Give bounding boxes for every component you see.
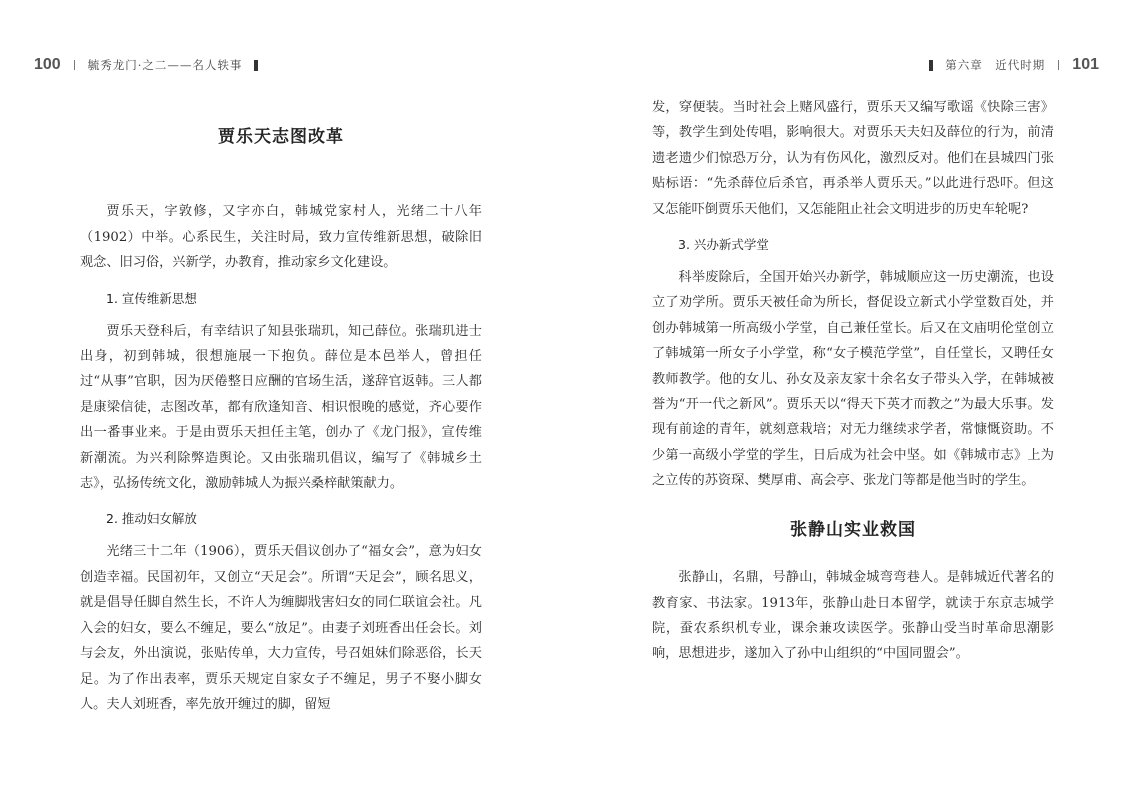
right-page-number: 101 [1072,56,1099,73]
left-running-header [34,53,270,77]
header-separator [1058,60,1059,70]
right-running-header [917,53,1099,77]
body-paragraph: 张静山，名鼎，号静山，韩城金城弯弯巷人。是韩城近代著名的教育家、书法家。1913年，张静山赴日本留学，就读于东京志城学院，蚕农系织机专业，课余兼攻读医学。张静山受当时革命思潮影响，思想进步，遂加入了孙中山组织的“中国同盟会”。 [652,570,1054,662]
right-page [652,95,1054,667]
article-title: 贾乐天志图改革 [218,127,344,147]
body-paragraph: 科举废除后，全国开始兴办新学，韩城顺应这一历史潮流，也设立了劝学所。贾乐天被任命为所长，督促设立新式小学堂数百处，并创办韩城第一所高级小学堂，自己兼任堂长。后又在文庙明伦堂创立了韩城第一所女子小学堂，称“女子模范学堂”，自任堂长，又聘任女教师教学。他的女儿、孙女及亲友家十余名女子带头入学，在韩城被誉为“开一代之新风”。贾乐天以“得天下英才而教之”为最大乐事。发现有前途的青年，就刻意栽培；对无力继续求学者，常慷慨资助。不少第一高级小学堂的学生，日后成为社会中坚。如《韩城市志》上为之立传的苏资琛、樊厚甫、高会亭、张龙门等都是他当时的学生。 [652,270,1054,489]
header-marker-icon [929,60,933,71]
right-running-title: 第六章 近代时期 [945,58,1046,72]
section-heading: 3. 兴办新式学堂 [678,237,769,253]
section-heading: 2. 推动妇女解放 [106,511,197,527]
continued-paragraph: 发，穿便装。当时社会上赌风盛行，贾乐天又编写歌谣《快除三害》等，教学生到处传唱，影响很大。对贾乐天夫妇及薛位的行为，前清遗老遗少们惊恐万分，认为有伤风化，激烈反对。他们在县城四门张贴标语：“先杀薛位后杀官，再杀举人贾乐天。”以此进行恐吓。但这又怎能吓倒贾乐天他们，又怎能阻止社会文明进步的历史车轮呢? [652,100,1054,217]
intro-paragraph: 贾乐天，字敦修，又字亦白，韩城党家村人，光绪二十八年（1902）中举。心系民生，关注时局，致力宣传维新思想，破除旧观念、旧习俗，兴新学，办教育，推动家乡文化建设。 [80,204,482,271]
header-separator [74,60,75,70]
header-marker-icon [254,60,258,71]
section-heading: 1. 宣传维新思想 [106,290,197,306]
left-page-number: 100 [34,56,61,73]
left-page [80,95,482,717]
article-title: 张静山实业救国 [790,519,916,540]
body-paragraph: 光绪三十二年（1906），贾乐天倡议创办了“福女会”，意为妇女创造幸福。民国初年，又创立“天足会”。所谓“天足会”，顾名思义，就是倡导任脚自然生长，不许人为缠脚戕害妇女的同仁联谊会社。凡入会的妇女，要么不缠足，要么“放足”。由妻子刘班香出任会长。刘与会友，外出演说，张贴传单，大力宣传，号召姐妹们除恶俗，长天足。为了作出表率，贾乐天规定自家女子不缠足，男子不娶小脚女人。夫人刘班香，率先放开缠过的脚，留短 [80,544,482,712]
body-paragraph: 贾乐天登科后，有幸结识了知县张瑞玑，知己薛位。张瑞玑进士出身，初到韩城，很想施展一下抱负。薛位是本邑举人，曾担任过“从事”官职，因为厌倦整日应酬的官场生活，遂辞官返韩。三人都是康梁信徒，志图改革，都有欣逢知音、相识恨晚的感觉，齐心要作出一番事业来。于是由贾乐天担任主笔，创办了《龙门报》，宣传维新潮流。为兴利除弊造舆论。又由张瑞玑倡议，编写了《韩城乡土志》，弘扬传统文化，激励韩城人为振兴桑梓献策献力。 [80,323,482,492]
left-running-title: 毓秀龙门·之二——名人轶事 [87,58,243,72]
